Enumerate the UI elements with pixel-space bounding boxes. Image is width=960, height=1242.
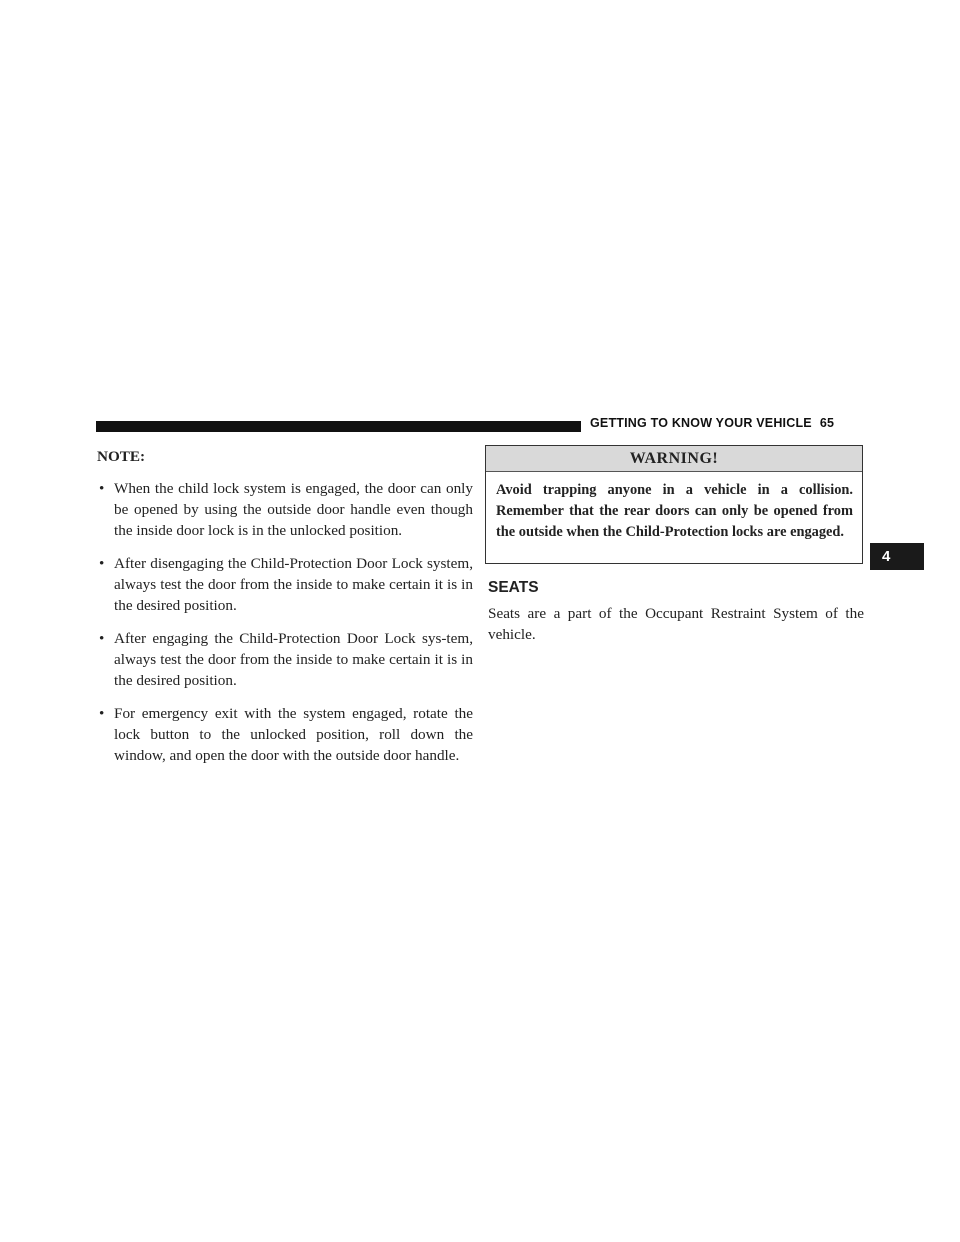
bullet-icon: • — [99, 480, 105, 497]
seats-heading: SEATS — [488, 579, 539, 596]
chapter-tab: 4 — [870, 543, 924, 570]
list-item-text: For emergency exit with the system engaged, rotate the lock button to the unlocked position, roll down the window, and open the door with the outside door handle. — [114, 705, 473, 764]
running-header — [590, 416, 834, 430]
note-section — [97, 446, 473, 778]
header-bar — [96, 421, 581, 432]
list-item-text: When the child lock system is engaged, the door can only be opened by using the outside door handle even though the inside door lock is in the unlocked position. — [114, 480, 473, 539]
list-item-text: After disengaging the Child-Protection Door Lock system, always test the door from the inside to make certain it is in the desired position. — [114, 555, 473, 614]
list-item — [97, 703, 473, 766]
list-item — [97, 628, 473, 691]
bullet-icon: • — [99, 555, 105, 572]
note-list — [97, 478, 473, 766]
list-item — [97, 553, 473, 616]
bullet-icon: • — [99, 705, 105, 722]
list-item-text: After engaging the Child-Protection Door Lock sys-tem, always test the door from the inside to make certain it is in the desired position. — [114, 630, 473, 689]
list-item — [97, 478, 473, 541]
bullet-icon: • — [99, 630, 105, 647]
seats-paragraph: Seats are a part of the Occupant Restraint System of the vehicle. — [488, 605, 864, 643]
note-label: NOTE: — [97, 448, 146, 465]
page-number: 65 — [819, 416, 835, 430]
warning-title: WARNING! — [486, 446, 862, 472]
warning-text: Avoid trapping anyone in a vehicle in a collision. Remember that the rear doors can only be opened from the outside when the Child-Protection locks are engaged. — [496, 482, 853, 540]
warning-box — [485, 445, 863, 564]
section-title: GETTING TO KNOW YOUR VEHICLE — [590, 416, 812, 430]
